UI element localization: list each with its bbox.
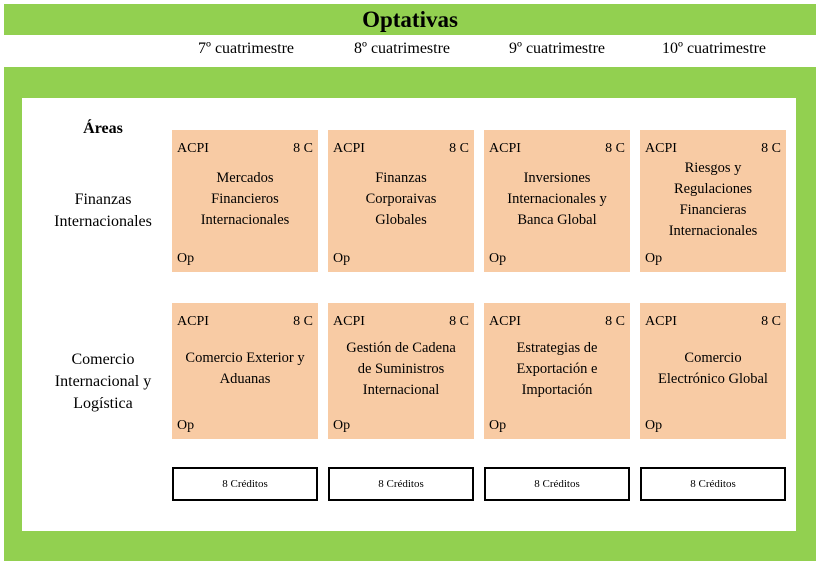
semester-label-7: 7º cuatrimestre (197, 40, 295, 57)
credit-total-10: 8 Créditos (640, 467, 786, 501)
course-code: ACPI (177, 314, 209, 329)
area-label-line: Comercio (71, 351, 135, 368)
course-name-line: Internacionales y (507, 191, 607, 207)
course-name-line: Corporaivas (365, 191, 437, 207)
credit-total-7: 8 Créditos (172, 467, 318, 501)
course-name-line: Riesgos y (684, 160, 742, 176)
course-name-line: Comercio Exterior y (185, 350, 305, 366)
semester-label-9: 9º cuatrimestre (508, 40, 606, 57)
course-name (642, 348, 784, 390)
course-code: ACPI (177, 141, 209, 156)
course-name-line: de Suministros (357, 361, 445, 377)
course-code: ACPI (333, 314, 365, 329)
course-credits: 8 C (605, 141, 625, 156)
credit-total-8: 8 Créditos (328, 467, 474, 501)
course-type: Op (645, 418, 663, 433)
course-credits: 8 C (761, 141, 781, 156)
course-type: Op (333, 418, 351, 433)
course-card-comercio-exterior[interactable] (172, 303, 318, 439)
area-label-line: Finanzas (74, 191, 132, 208)
semester-label-8: 8º cuatrimestre (353, 40, 451, 57)
course-card-estrategias-exportacion[interactable] (484, 303, 630, 439)
course-name (486, 338, 628, 401)
course-name (642, 158, 784, 242)
course-name-line: Internacionales (668, 223, 758, 239)
course-name-line: Financieros (211, 191, 279, 207)
course-name-line: Electrónico Global (658, 371, 768, 387)
semester-label-10: 10º cuatrimestre (661, 40, 767, 57)
semester-header-row (0, 38, 820, 64)
course-code: ACPI (645, 314, 677, 329)
course-credits: 8 C (293, 314, 313, 329)
course-card-riesgos-regulaciones[interactable] (640, 130, 786, 272)
course-name-line: Internacionales (200, 212, 290, 228)
area-label-line: Logística (73, 395, 133, 412)
course-name (174, 348, 316, 390)
area-label-finanzas (40, 189, 166, 233)
course-name-line: Comercio (684, 350, 742, 366)
credit-total-9: 8 Créditos (484, 467, 630, 501)
course-card-inversiones-internacionales[interactable] (484, 130, 630, 272)
area-label-line: Internacionales (54, 213, 152, 230)
course-code: ACPI (333, 141, 365, 156)
course-credits: 8 C (293, 141, 313, 156)
course-card-comercio-electronico[interactable] (640, 303, 786, 439)
area-label-comercio (40, 349, 166, 415)
course-name-line: Estrategias de (516, 340, 598, 356)
title-bar (4, 4, 816, 35)
course-type: Op (645, 251, 663, 266)
course-name-line: Inversiones (523, 170, 591, 186)
course-credits: 8 C (605, 314, 625, 329)
course-name-line: Internacional (362, 382, 440, 398)
areas-header: Áreas (83, 120, 123, 137)
course-name-line: Mercados (216, 170, 274, 186)
course-name (174, 168, 316, 231)
area-label-line: Internacional y (54, 373, 152, 390)
page-title: Optativas (362, 6, 458, 32)
course-code: ACPI (489, 141, 521, 156)
course-name (330, 338, 472, 401)
course-credits: 8 C (449, 314, 469, 329)
course-name (486, 168, 628, 231)
course-code: ACPI (645, 141, 677, 156)
course-name-line: Financieras (679, 202, 747, 218)
course-name-line: Exportación e (516, 361, 598, 377)
course-type: Op (489, 251, 507, 266)
course-card-finanzas-corporativas[interactable] (328, 130, 474, 272)
course-credits: 8 C (761, 314, 781, 329)
course-name-line: Aduanas (219, 371, 271, 387)
course-name-line: Importación (521, 382, 593, 398)
course-name-line: Gestión de Cadena (346, 340, 456, 356)
course-name-line: Globales (375, 212, 427, 228)
course-name-line: Banca Global (517, 212, 597, 228)
course-name (330, 168, 472, 231)
course-name-line: Finanzas (375, 170, 427, 186)
course-type: Op (333, 251, 351, 266)
course-card-gestion-cadena-suministros[interactable] (328, 303, 474, 439)
course-card-mercados-financieros[interactable] (172, 130, 318, 272)
course-type: Op (489, 418, 507, 433)
course-type: Op (177, 251, 195, 266)
course-code: ACPI (489, 314, 521, 329)
course-name-line: Regulaciones (673, 181, 753, 197)
course-credits: 8 C (449, 141, 469, 156)
course-type: Op (177, 418, 195, 433)
